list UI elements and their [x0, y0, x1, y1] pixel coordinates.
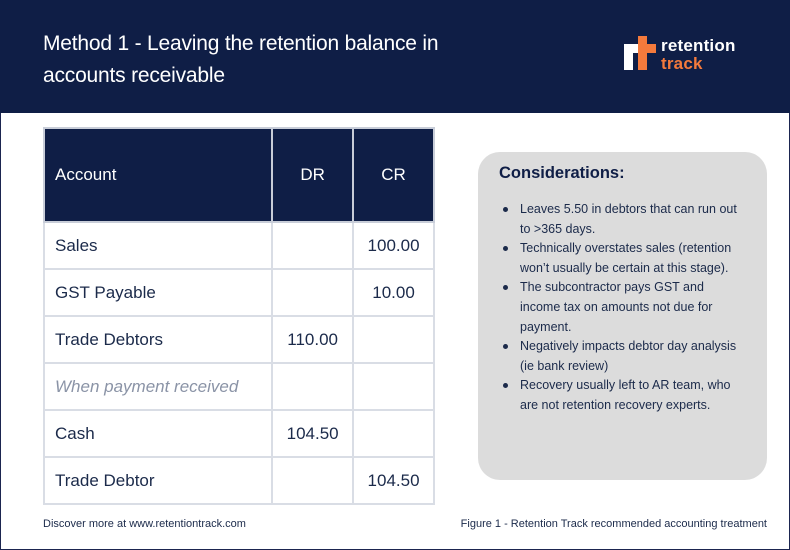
table-row	[44, 410, 434, 457]
cell-dr: 110.00	[272, 316, 353, 363]
header-banner	[0, 0, 790, 113]
cell-cr	[353, 363, 434, 410]
considerations-panel	[478, 152, 767, 480]
list-item: The subcontractor pays GST and income tax on amounts not due for payment.	[499, 278, 747, 337]
list-item: Recovery usually left to AR team, who are not retention recovery experts.	[499, 376, 747, 415]
logo-mark-icon	[622, 34, 658, 72]
cell-account: Trade Debtor	[44, 457, 272, 504]
logo-word-track: track	[661, 54, 703, 73]
figure-caption: Figure 1 - Retention Track recommended accounting treatment	[460, 518, 767, 530]
retention-track-logo[interactable]	[622, 34, 762, 74]
cell-account: GST Payable	[44, 269, 272, 316]
column-header-dr: DR	[272, 128, 353, 222]
table-row	[44, 363, 434, 410]
cell-account-note: When payment received	[44, 363, 272, 410]
cell-dr	[272, 222, 353, 269]
table-row	[44, 269, 434, 316]
table-row	[44, 316, 434, 363]
cell-cr	[353, 316, 434, 363]
cell-cr: 104.50	[353, 457, 434, 504]
logo-word-retention: retention	[661, 36, 736, 55]
table-row	[44, 222, 434, 269]
cell-dr	[272, 457, 353, 504]
journal-entry-table	[43, 127, 435, 505]
cell-account: Cash	[44, 410, 272, 457]
table-row	[44, 457, 434, 504]
footer-website-link[interactable]: Discover more at www.retentiontrack.com	[43, 518, 246, 530]
cell-cr: 10.00	[353, 269, 434, 316]
list-item: Technically overstates sales (retention won’t usually be certain at this stage).	[499, 239, 747, 278]
cell-dr: 104.50	[272, 410, 353, 457]
considerations-title: Considerations:	[499, 164, 625, 182]
considerations-list	[499, 200, 747, 416]
cell-dr	[272, 363, 353, 410]
cell-cr	[353, 410, 434, 457]
cell-cr: 100.00	[353, 222, 434, 269]
list-item: Negatively impacts debtor day analysis (ie bank review)	[499, 337, 747, 376]
table-header-row	[44, 128, 434, 222]
column-header-account: Account	[44, 128, 272, 222]
cell-account: Sales	[44, 222, 272, 269]
column-header-cr: CR	[353, 128, 434, 222]
list-item: Leaves 5.50 in debtors that can run out to >365 days.	[499, 200, 747, 239]
cell-account: Trade Debtors	[44, 316, 272, 363]
cell-dr	[272, 269, 353, 316]
page-title: Method 1 - Leaving the retention balance in accounts receivable	[43, 32, 439, 87]
